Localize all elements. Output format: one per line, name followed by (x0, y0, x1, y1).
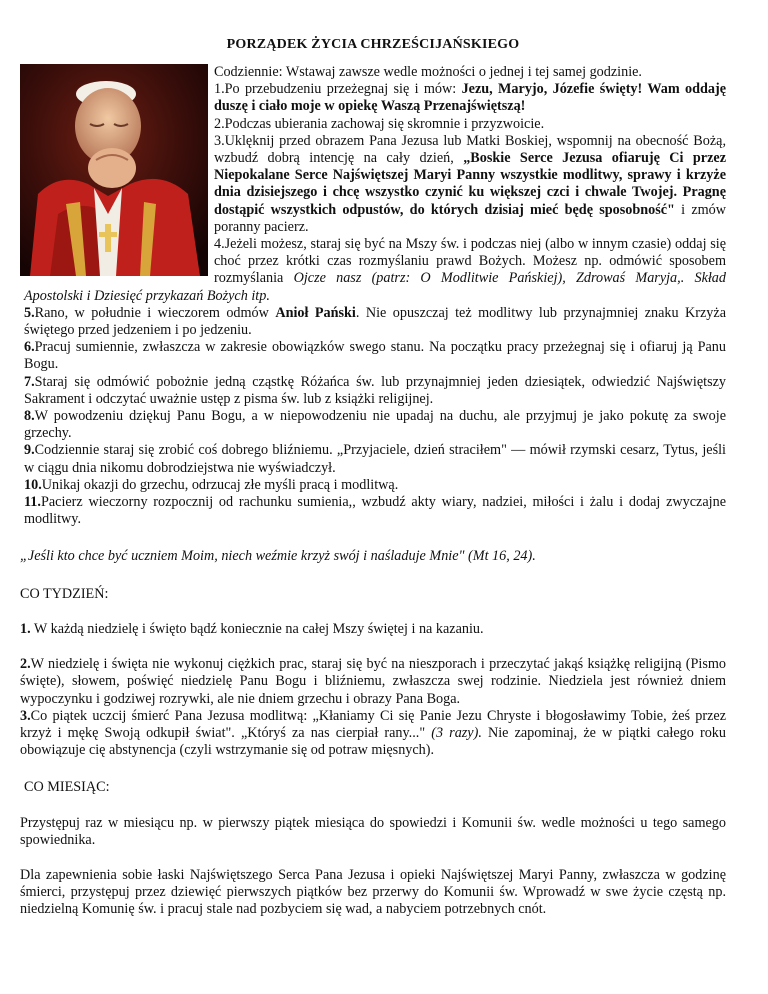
item-9: 9.Codziennie staraj się zrobić coś dobrego bliźniemu. „Przyjaciele, dzień straciłem" — mówił rzymski cesarz, Tytus, jeśli w ciągu dnia nikomu dobrodziejstwa nie wyświadczył. (24, 442, 726, 476)
pope-portrait-image (20, 64, 208, 276)
intro-line: Codziennie: Wstawaj zawsze wedle możności o jednej i tej samej godzinie. (214, 64, 642, 80)
item-1: 1.Po przebudzeniu przeżegnaj się i mów: Jezu, Maryjo, Józefie święty! Wam oddaję duszę i ciało moje w opiekę Waszą Przenajświętszą! (214, 81, 726, 115)
item-10: 10.Unikaj okazji do grzechu, odrzucaj złe myśli pracą i modlitwą. (24, 476, 399, 493)
monthly-heading: CO MIESIĄC: (24, 779, 110, 796)
item-7: 7.Staraj się odmówić pobożnie jedną cząstkę Różańca św. lub przynajmniej jeden dziesiątek, odwiedzić Najświętszy Sakrament i odczytać uważnie ustęp z pisma św. lub z książki religijnej. (24, 373, 726, 407)
document-title: PORZĄDEK ŻYCIA CHRZEŚCIJAŃSKIEGO (226, 37, 520, 52)
item-6: 6.Pracuj sumiennie, zwłaszcza w zakresie obowiązków swego stanu. Na początku pracy przeżegnaj się i ofiaruj ją Panu Bogu. (24, 339, 726, 373)
item-4: 4.Jeżeli możesz, staraj się być na Mszy św. i podczas niej (albo w innym czasie) oddaj się choć przez krótki czas rozmyślaniu prawd Bożych. Możesz np. odmówić sposobem rozmyślania Ojcze nasz (patrz: O Modlitwie Pańskiej), Zdrowaś Maryja,. Skład Apostolski i Dziesięć przykazań Bożych itp. (24, 236, 726, 304)
scripture-quote: „Jeśli kto chce być uczniem Moim, niech weźmie krzyż swój i naśladuje Mnie" (Mt 16, 24). (20, 548, 536, 565)
monthly-paragraph-1: Przystępuj raz w miesiącu np. w pierwszy piątek miesiąca do spowiedzi i Komunii św. wedle możności u tego samego spowiednika. (20, 814, 726, 848)
portrait-illustration (20, 64, 208, 276)
weekly-item-2: 2.W niedzielę i święta nie wykonuj ciężkich prac, staraj się być na nieszporach i przeczytać jakąś książkę religijną (Pismo święte), słowem, poświęć niedzielę Panu Bogu i bliźniemu, zwłaszcza swej rodzinie. Niedziela jest również dniem wypoczynku i godziwej rozrywki, ale nie dniem grzechu i obrazy Pana Boga. (20, 656, 726, 707)
document-page (20, 36, 726, 919)
item-3: 3.Uklęknij przed obrazem Pana Jezusa lub Matki Boskiej, wspomnij na obecność Bożą, wzbudź dobrą intencję na cały dzień, „Boskie Serce Jezusa ofiaruję Ci przez Niepokalane Serce Najświętszej Maryi Panny wszystkie modlitwy, sprawy i krzyże dnia dzisiejszego i chcę wszystko czynić ku większej czci i chwale Twojej. Pragnę dostąpić wszystkich odpustów, do których dzisiaj mieć będę sposobność" i zmów poranny pacierz. (214, 132, 726, 235)
item-8: 8.W powodzeniu dziękuj Panu Bogu, a w niepowodzeniu nie upadaj na duchu, ale przyjmuj je jako pokutę za swoje grzechy. (24, 408, 726, 442)
item-2: 2.Podczas ubierania zachowaj się skromnie i przyzwoicie. (214, 115, 545, 132)
weekly-item-1: 1. W każdą niedzielę i święto bądź koniecznie na całej Mszy świętej i na kazaniu. (20, 620, 484, 637)
weekly-item-3: 3.Co piątek uczcij śmierć Pana Jezusa modlitwą: „Kłaniamy Ci się Panie Jezu Chryste i błogosławimy Tobie, żeś przez krzyż i mękę Swoją odkupił świat". „Któryś za nas cierpiał rany..." (3 razy). Nie zapominaj, że w piątki całego roku obowiązuje cię abstynencja (czyli wstrzymanie się od potraw mięsnych). (20, 707, 726, 759)
item-5: 5.Rano, w południe i wieczorem odmów Anioł Pański. Nie opuszczaj też modlitwy lub przynajmniej znaku Krzyża świętego przed jedzeniem i po jedzeniu. (24, 304, 726, 339)
weekly-heading: CO TYDZIEŃ: (20, 585, 109, 602)
item-11: 11.Pacierz wieczorny rozpocznij od rachunku sumienia,, wzbudź akty wiary, nadziei, miłości i żalu i dodaj zwyczajne modlitwy. (24, 494, 726, 528)
monthly-paragraph-2: Dla zapewnienia sobie łaski Najświętszego Serca Pana Jezusa i opieki Najświętszej Maryi Panny, zwłaszcza w godzinę śmierci, przystępuj przez dziewięć pierwszych piątków bez przerwy do Komunii św. Wprowadź w swe życie częstą np. niedzielną Komunię św. i pracuj stale nad pozbyciem się wad, a nabyciem potrzebnych cnót. (20, 866, 726, 918)
